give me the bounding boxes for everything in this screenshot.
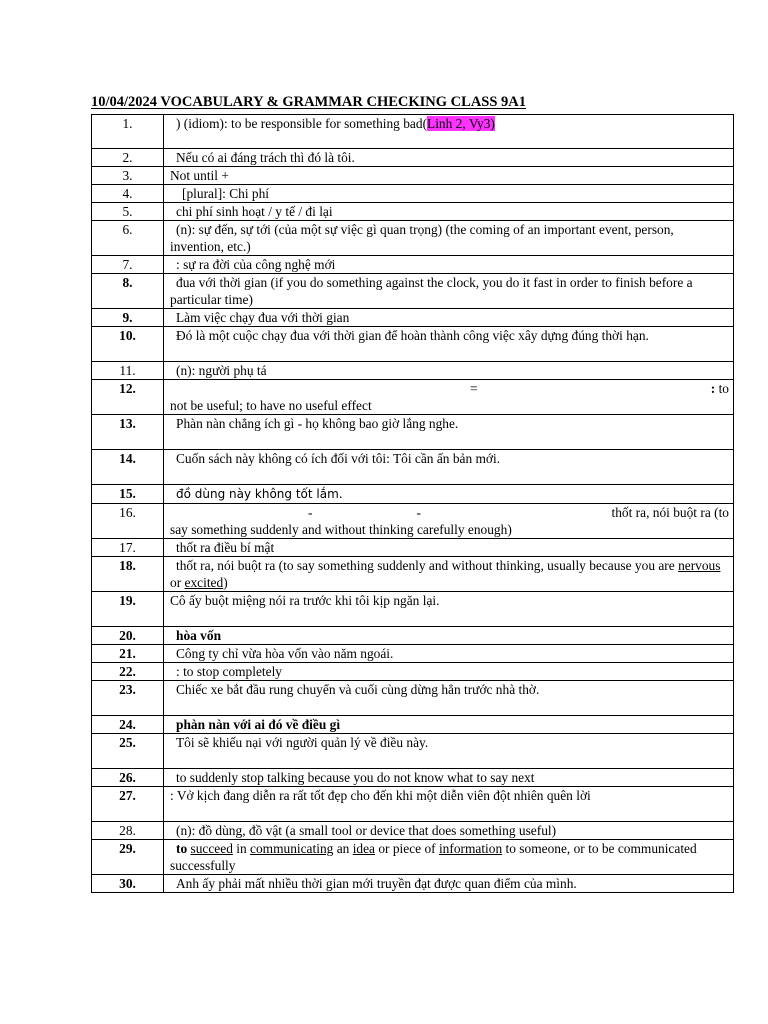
row-number: 12.	[92, 380, 164, 415]
row-text: đồ dùng này không tốt lắm.	[176, 487, 343, 501]
row-number: 23.	[92, 681, 164, 716]
table-row	[92, 256, 734, 274]
row-content	[164, 149, 734, 167]
underlined-word: idea	[352, 841, 375, 856]
table-row	[92, 539, 734, 557]
row-number: 16.	[92, 504, 164, 539]
row-number: 20.	[92, 627, 164, 645]
table-row	[92, 504, 734, 539]
underlined-word: nervous	[678, 558, 721, 573]
row-content	[164, 663, 734, 681]
row-text: to someone, or to be communicated successfully	[170, 841, 697, 873]
row-text: Phàn nàn chẳng ích gì - họ không bao giờ lắng nghe.	[176, 416, 459, 431]
row-number: 6.	[92, 221, 164, 256]
table-row	[92, 663, 734, 681]
row-content	[164, 681, 734, 716]
row-number: 22.	[92, 663, 164, 681]
underlined-word: excited	[184, 575, 224, 590]
row-content	[164, 274, 734, 309]
row-number: 5.	[92, 203, 164, 221]
table-row	[92, 557, 734, 592]
row-text: ) (idiom): to be responsible for something bad(	[176, 116, 428, 131]
row-text: Đó là một cuộc chạy đua với thời gian để hoàn thành công việc xây dựng đúng thời hạn.	[176, 328, 649, 343]
table-row	[92, 327, 734, 362]
row-content	[164, 645, 734, 663]
row-text: : sự ra đời của công nghệ mới	[176, 257, 336, 272]
table-row	[92, 380, 734, 415]
table-row	[92, 627, 734, 645]
table-row	[92, 769, 734, 787]
row-text: in	[232, 841, 251, 856]
row-text: Làm việc chạy đua với thời gian	[176, 310, 350, 325]
row-text: to	[176, 841, 188, 856]
table-row	[92, 716, 734, 734]
row-number: 28.	[92, 822, 164, 840]
row-text: or piece of	[375, 841, 439, 856]
row-number: 10.	[92, 327, 164, 362]
row-content	[164, 450, 734, 485]
row-text: : to stop completely	[176, 664, 282, 679]
row-text: Anh ấy phải mất nhiều thời gian mới truyền đạt được quan điểm của mình.	[176, 876, 577, 891]
row-text: or	[170, 575, 185, 590]
table-row	[92, 362, 734, 380]
row-text: Not until +	[170, 168, 229, 183]
table-row	[92, 185, 734, 203]
row-number: 15.	[92, 485, 164, 504]
row-text: đua với thời gian (if you do something against the clock, you do it fast in order to finish before a particular time)	[170, 275, 693, 307]
underlined-word: information	[438, 841, 503, 856]
row-text: : Vở kịch đang diễn ra rất tốt đẹp cho đến khi một diễn viên đột nhiên quên lời	[170, 788, 591, 803]
underlined-word: communicating	[250, 841, 334, 856]
row-text: thốt ra điều bí mật	[176, 540, 275, 555]
row-text: Nếu có ai đáng trách thì đó là tôi.	[176, 150, 355, 165]
row-content	[164, 504, 734, 539]
table-row	[92, 592, 734, 627]
vocab-table	[91, 114, 734, 893]
row-number: 9.	[92, 309, 164, 327]
row-content	[164, 627, 734, 645]
row-number: 17.	[92, 539, 164, 557]
table-row	[92, 875, 734, 893]
table-row	[92, 149, 734, 167]
table-row	[92, 274, 734, 309]
row-content	[164, 380, 734, 415]
row-number: 24.	[92, 716, 164, 734]
row-text: Cuốn sách này không có ích đối với tôi: Tôi cần ấn bản mới.	[176, 451, 501, 466]
row-content	[164, 221, 734, 256]
row-content	[164, 415, 734, 450]
row-content	[164, 309, 734, 327]
colon-mark: :	[710, 381, 716, 396]
table-row	[92, 734, 734, 769]
table-row	[92, 485, 734, 504]
row-text: Chiếc xe bắt đầu rung chuyển và cuối cùng dừng hẳn trước nhà thờ.	[176, 682, 540, 697]
row-text: (n): sự đến, sự tới (của một sự việc gì quan trọng) (the coming of an important event, person, invention, etc.)	[170, 222, 674, 254]
row-content	[164, 362, 734, 380]
row-text: hòa vốn	[176, 628, 222, 643]
row-content	[164, 115, 734, 149]
row-content	[164, 203, 734, 221]
dash-mark: -	[308, 505, 313, 520]
row-content	[164, 485, 734, 504]
row-number: 30.	[92, 875, 164, 893]
row-content	[164, 787, 734, 822]
row-number: 19.	[92, 592, 164, 627]
row-text: [plural]: Chi phí	[182, 186, 270, 201]
row-number: 11.	[92, 362, 164, 380]
row-text: (n): đồ dùng, đồ vật (a small tool or device that does something useful)	[176, 823, 557, 838]
row-content	[164, 167, 734, 185]
row-text: Công ty chỉ vừa hòa vốn vào năm ngoái.	[176, 646, 394, 661]
dash-mark: -	[416, 505, 421, 520]
row-text-line2: say something suddenly and without thinking carefully enough)	[170, 522, 512, 537]
row-number: 4.	[92, 185, 164, 203]
row-content	[164, 875, 734, 893]
row-content	[164, 716, 734, 734]
table-row	[92, 221, 734, 256]
row-number: 13.	[92, 415, 164, 450]
table-row	[92, 787, 734, 822]
row-text: to	[718, 381, 729, 396]
row-number: 3.	[92, 167, 164, 185]
table-row	[92, 822, 734, 840]
page-title: 10/04/2024 VOCABULARY & GRAMMAR CHECKING CLASS 9A1	[91, 94, 527, 110]
row-number: 2.	[92, 149, 164, 167]
row-content	[164, 185, 734, 203]
row-number: 26.	[92, 769, 164, 787]
row-number: 14.	[92, 450, 164, 485]
row-number: 1.	[92, 115, 164, 149]
row-content	[164, 557, 734, 592]
row-content	[164, 822, 734, 840]
row-text: )	[223, 575, 228, 590]
row-content	[164, 539, 734, 557]
table-row	[92, 415, 734, 450]
highlight-note: Linh 2, Vy3)	[427, 116, 495, 131]
row-text: Cô ấy buột miệng nói ra trước khi tôi kịp ngăn lại.	[170, 593, 440, 608]
equals-sign: =	[470, 381, 478, 396]
table-row	[92, 840, 734, 875]
row-text: (n): người phụ tá	[176, 363, 267, 378]
row-text: thốt ra, nói buột ra (to say something suddenly and without thinking, usually because you are	[176, 558, 679, 573]
row-number: 7.	[92, 256, 164, 274]
table-row	[92, 309, 734, 327]
row-number: 8.	[92, 274, 164, 309]
row-content	[164, 592, 734, 627]
row-content	[164, 256, 734, 274]
row-text: Tôi sẽ khiếu nại với người quản lý về điều này.	[176, 735, 429, 750]
row-number: 21.	[92, 645, 164, 663]
table-row	[92, 450, 734, 485]
underlined-word: succeed	[190, 841, 233, 856]
row-text: an	[333, 841, 353, 856]
table-row	[92, 167, 734, 185]
row-text-line2: not be useful; to have no useful effect	[170, 398, 372, 413]
row-number: 25.	[92, 734, 164, 769]
table-row	[92, 115, 734, 149]
row-content	[164, 734, 734, 769]
row-text: thốt ra, nói buột ra (to	[611, 505, 729, 520]
row-content	[164, 769, 734, 787]
row-content	[164, 840, 734, 875]
table-row	[92, 203, 734, 221]
table-row	[92, 681, 734, 716]
row-content	[164, 327, 734, 362]
row-number: 29.	[92, 840, 164, 875]
row-number: 27.	[92, 787, 164, 822]
table-row	[92, 645, 734, 663]
row-number: 18.	[92, 557, 164, 592]
row-text: to suddenly stop talking because you do not know what to say next	[176, 770, 535, 785]
row-text: chi phí sinh hoạt / y tế / đi lại	[176, 204, 333, 219]
row-text: phàn nàn với ai đó về điều gì	[176, 717, 341, 732]
